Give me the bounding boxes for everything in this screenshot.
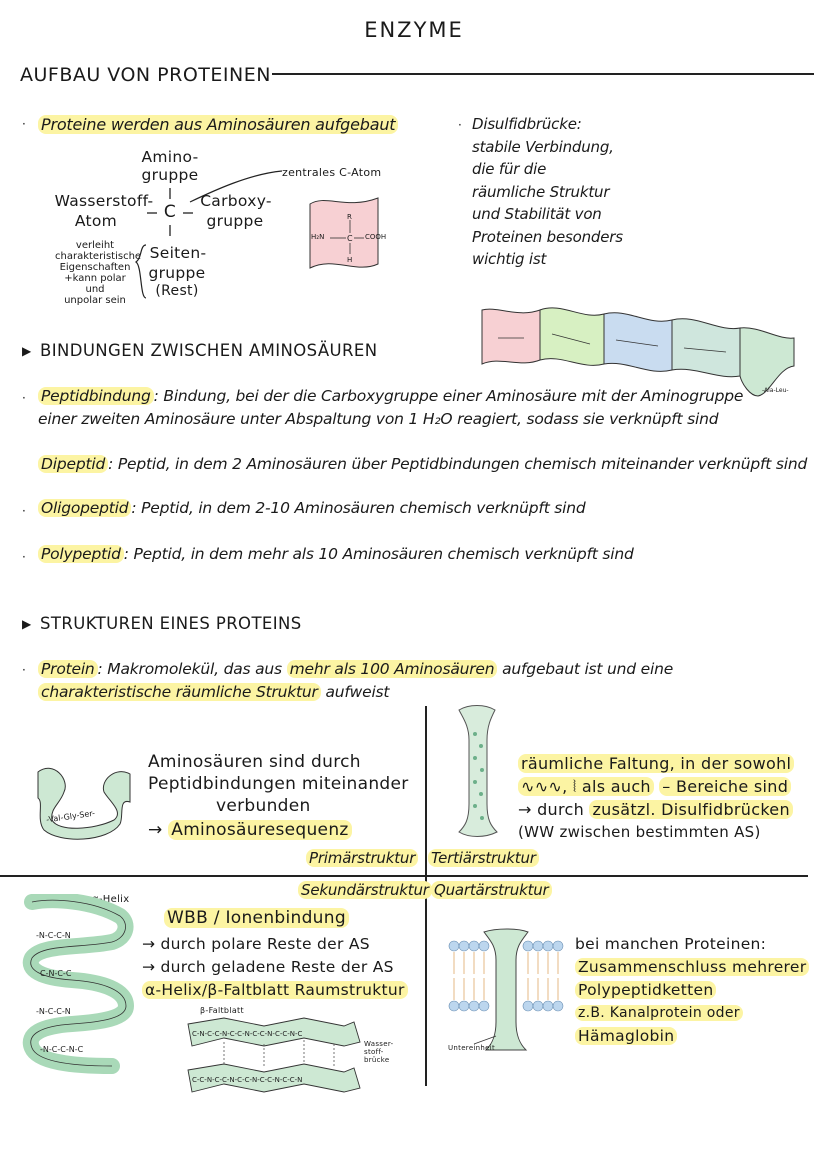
carboxy-gruppe-label: gruppe	[206, 212, 264, 230]
triangle-bullet-icon: ▶	[22, 617, 32, 631]
sek-text: → durch polare Reste der AS → durch geladene Reste der AS α-Helix/β-Faltblatt Raumstruktur	[142, 933, 408, 1002]
chain-label: -Ala-Leu-	[762, 387, 789, 394]
term-oligopeptid: Oligopeptid	[38, 499, 131, 517]
section-heading-aufbau: AUFBAU VON PROTEINEN	[20, 64, 271, 86]
triangle-bullet-icon: ▶	[22, 344, 32, 358]
disulfid-text: Disulfidbrücke: stabile Verbindung, die für die räumliche Struktur und Stabilität von Proteinen besonders wichtig ist	[472, 115, 623, 268]
alpha-helix-drawing	[22, 894, 134, 1078]
section-heading-bindungen: BINDUNGEN ZWISCHEN AMINOSÄUREN	[40, 341, 378, 360]
helix-label: α-Helix	[92, 894, 130, 905]
svg-text:-N-C-C-N-C: -N-C-C-N-C	[40, 1045, 84, 1054]
svg-text:-N-C-C-N: -N-C-C-N	[36, 1007, 71, 1016]
bullet-dot: ·	[22, 550, 26, 564]
term-peptidbindung: Peptidbindung	[38, 387, 154, 405]
svg-text:C-N-C-C: C-N-C-C	[40, 969, 72, 978]
channel-protein-drawing	[446, 926, 566, 1056]
label-quartaerstruktur: Quartärstruktur	[431, 881, 552, 899]
central-c: C	[163, 202, 177, 222]
bullet-dot: ·	[458, 118, 462, 132]
quadrant-divider-horizontal	[0, 875, 808, 877]
label-tertiaerstruktur: Tertiärstruktur	[428, 849, 539, 867]
page-title: ENZYME	[364, 18, 464, 42]
wasserstoff-label: Wasserstoff-	[54, 192, 154, 210]
zentrales-c-label: zentrales C-Atom	[282, 166, 382, 179]
mol-r: R	[347, 213, 352, 221]
label-sekundaerstruktur: Sekundärstruktur	[298, 881, 432, 899]
tertiaer-text: räumliche Faltung, in der sowohl ∿∿∿, ⦚ als auch – Bereiche sind → durch zusätzl. Disulfidbrücken (WW zwischen bestimmten AS)	[518, 752, 794, 844]
mol-h: H	[347, 256, 353, 264]
carboxy-label: Carboxy-	[200, 192, 272, 210]
wasserstoffbruecke-label: Wasser- stoff- brücke	[364, 1040, 394, 1064]
faltblatt-label: β-Faltblatt	[200, 1006, 244, 1015]
beta-faltblatt-drawing	[184, 1014, 364, 1110]
atom-label: Atom	[74, 212, 118, 230]
amino-label: Amino-	[141, 148, 199, 166]
term-protein: Protein	[38, 660, 98, 678]
eigenschaften-note: verleiht charakteristische Eigenschaften +kann polar und unpolar sein	[55, 240, 142, 306]
polypeptid-def: Polypeptid : Peptid, in dem mehr als 10 Aminosäuren chemisch verknüpft sind	[38, 545, 634, 563]
dipeptid-def: Dipeptid : Peptid, in dem 2 Aminosäuren über Peptidbindungen chemisch miteinander verknüpft sind	[38, 455, 807, 473]
seiten-label: Seiten-	[149, 244, 207, 262]
mol-c: C	[347, 234, 353, 243]
label-primaerstruktur: Primärstruktur	[306, 849, 418, 867]
svg-text:C-N-C-C-N-C-C-N-C-C-N-C-C-N-C: C-N-C-C-N-C-C-N-C-C-N-C-C-N-C	[192, 1030, 303, 1038]
mol-cooh: COOH	[365, 233, 387, 241]
quartaer-text: bei manchen Proteinen: Zusammenschluss mehrerer Polypeptidketten z.B. Kanalprotein oder Hämaglobin	[575, 933, 809, 1048]
bullet-dot: ·	[22, 663, 26, 677]
tertiary-structure-rod	[455, 704, 501, 838]
svg-text:C-C-N-C-C-N-C-C-N-C-C-N-C-C-N: C-C-N-C-C-N-C-C-N-C-C-N-C-C-N	[192, 1076, 303, 1084]
primary-structure-ribbon	[34, 762, 134, 840]
bullet-dot: ·	[22, 504, 26, 518]
bullet-dot: ·	[22, 391, 26, 405]
protein-def: Protein : Makromolekül, das aus mehr als 100 Aminosäuren aufgebaut ist und eine charakteristische räumliche Struktur aufweist	[38, 658, 673, 704]
term-polypeptid: Polypeptid	[38, 545, 124, 563]
highlight-proteine: Proteine werden aus Aminosäuren aufgebaut	[38, 115, 398, 134]
mol-h2n: H₂N	[311, 233, 325, 241]
svg-text:-N-C-C-N: -N-C-C-N	[36, 931, 71, 940]
peptidbindung-def: Peptidbindung : Bindung, bei der die Carboxygruppe einer Aminosäure mit der Aminogruppe einer zweiten Aminosäure unter Abspaltung von 1 H₂O reagiert, sodass sie verknüpft sind	[38, 387, 744, 428]
section-heading-strukturen: STRUKTUREN EINES PROTEINS	[40, 614, 302, 633]
untereinheit-label: Untereinheit	[448, 1044, 496, 1052]
bullet-dot: ·	[22, 117, 26, 131]
amino-gruppe-label: gruppe	[141, 166, 199, 184]
seiten-gruppe-label: gruppe	[148, 264, 206, 282]
term-dipeptid: Dipeptid	[38, 455, 108, 473]
primaer-text: Aminosäuren sind durch Peptidbindungen miteinander verbunden → Aminosäuresequenz	[148, 752, 409, 840]
oligopeptid-def: Oligopeptid : Peptid, in dem 2-10 Aminosäuren chemisch verknüpft sind	[38, 499, 586, 517]
sek-title: WBB / Ionenbindung	[164, 908, 349, 928]
rest-label: (Rest)	[155, 283, 199, 299]
primary-chain-label: -Val-Gly-Ser-	[45, 808, 96, 825]
